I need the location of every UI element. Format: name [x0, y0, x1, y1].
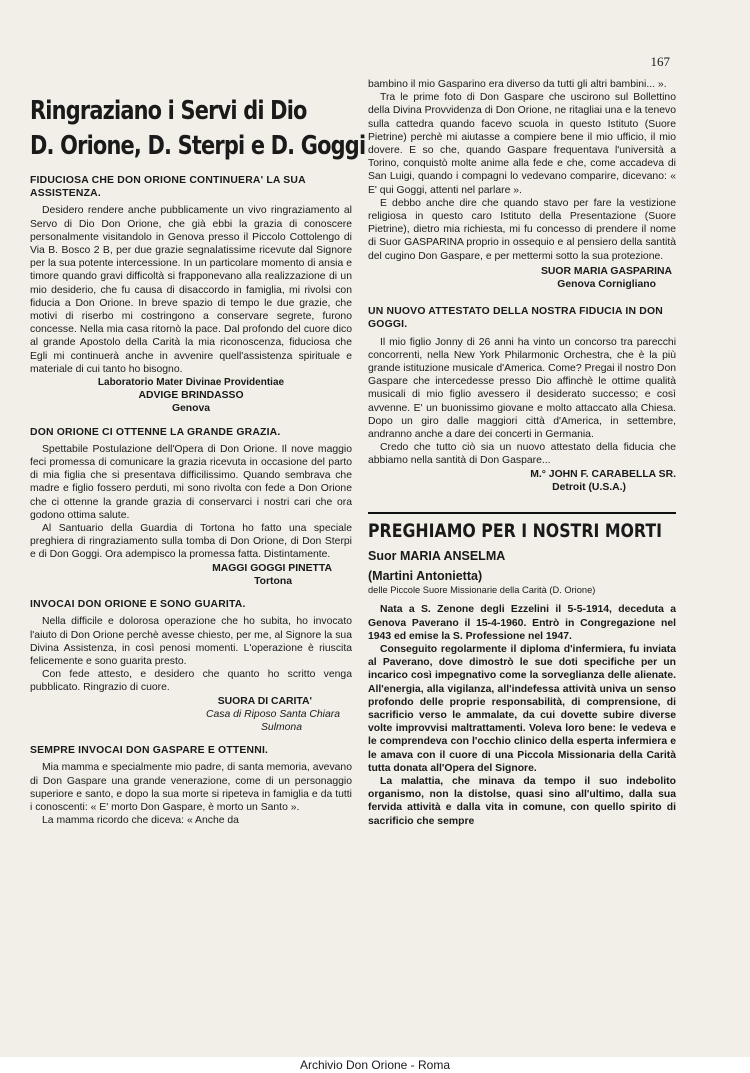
section-heading: FIDUCIOSA CHE DON ORIONE CONTINUERA' LA SUA ASSISTENZA. [30, 175, 306, 200]
paragraph: Nella difficile e dolorosa operazione che ho subita, ho invocato l'aiuto di Don Orione perchè avesse chiesto, per me, al Signore la sua Divina Assistenza, in così penosi momenti. L'operazione è riuscita felicemente e sono guarita presto. [30, 616, 352, 667]
signature-name: ADVIGE BRINDASSO [138, 390, 244, 402]
section-heading: SEMPRE INVOCAI DON GASPARE E OTTENNI. [30, 745, 269, 757]
section-divider [368, 512, 676, 514]
signature-name: M.° JOHN F. CARABELLA SR. [530, 468, 676, 480]
signature-place: Genova Cornigliano [557, 279, 656, 291]
right-column [368, 78, 676, 828]
archive-footer: Archivio Don Orione - Roma [0, 1057, 750, 1073]
title-line-1: Ringraziano i Servi di Dio [30, 96, 307, 126]
paragraph: Desidero rendere anche pubblicamente un vivo ringraziamento al Servo di Dio Don Orione, che già ebbi la grazia di conoscere personalmente visitandolo in Genova presso il Piccolo Cottolengo di Via B. Bosco 2 B, per due grazie segnalatissime ricevute dal Signore per la sua potente intercessione. In un particolare momento di ansia e timore quando gravi difficoltà si frapponevano alla realizzazione di un mio desiderio, che fu causa di disaccordo in famiglia, mi rivolsi con fiducia a Don Orione. In breve spazio di tempo le due grazie, che motivi di riserbo mi costringono a conservare segrete, furono concesse. Nella mia casa ritornò la pace. Dal profondo del cuore dico al grande Apostolo della Carità la mia riconoscenza, fiduciosa che Egli mi continuerà anche in avvenire quell'assistenza spirituale e materiale di cui tanto ho bisogno. [30, 205, 352, 375]
signature-name: MAGGI GOGGI PINETTA [212, 562, 332, 574]
section-heading: DON ORIONE CI OTTENNE LA GRANDE GRAZIA. [30, 426, 281, 438]
signature-place: Casa di Riposo Santa Chiara [206, 708, 340, 720]
section-heading: UN NUOVO ATTESTATO DELLA NOSTRA FIDUCIA IN DON GOGGI. [368, 306, 663, 331]
paragraph: Al Santuario della Guardia di Tortona ho fatto una speciale preghiera di ringraziamento sulla tomba di Don Orione, di Don Sterpi e di Don Goggi. Ora adempisco la promessa fatta. Distintamente. [30, 523, 352, 561]
section-heading: INVOCAI DON ORIONE E SONO GUARITA. [30, 599, 246, 611]
obituary-title: PREGHIAMO PER I NOSTRI MORTI [368, 520, 662, 543]
obituary-name: Suor MARIA ANSELMA [368, 549, 506, 564]
signature-place: Detroit (U.S.A.) [552, 481, 626, 493]
paragraph: Con fede attesto, e desidero che quanto ho scritto venga pubblicato. Ringrazio di cuore. [30, 669, 352, 694]
obituary-congregation: delle Piccole Suore Missionarie della Carità (D. Orione) [368, 585, 596, 596]
title-line-2: D. Orione, D. Sterpi e D. Goggi [30, 131, 366, 161]
paragraph: bambino il mio Gasparino era diverso da tutti gli altri bambini... ». [368, 79, 667, 90]
paragraph: Credo che tutto ciò sia un nuovo attestato della fiducia che abbiamo nella santità di Don Gaspare... [368, 442, 676, 467]
paragraph: Mia mamma e specialmente mio padre, di santa memoria, avevano di Don Gaspare una grande venerazione, come di un personaggio superiore e santo, e dopo la sua morte si ripeteva in famiglia e da tutti i conoscenti: « E' morto Don Gaspare, è morto un Santo ». [30, 762, 352, 813]
page-number: 167 [650, 54, 670, 69]
paragraph: Tra le prime foto di Don Gaspare che uscirono sul Bollettino della Divina Provvidenza di Don Orione, ne ritagliai una e la tenevo sulla cattedra quando facevo scuola in questo Istituto (Suore Pietrine) perchè mi aiutasse a compiere bene il mio ufficio, il mio dovere. E so che, quando Gaspare frequentava l'università a Torino, conquistò molte anime alla fede e che, come accadeva di San Luigi, quando i compagni lo vedevano comparire, dicevano: « E' qui Goggi, attenti nel parlare ». [368, 92, 676, 196]
signature-place: Genova [171, 403, 211, 415]
article-title [30, 94, 366, 164]
paragraph: La malattia, che minava da tempo il suo indebolito organismo, non la distolse, quasi sino all'ultimo, dalla sua fervida attività e dalla vita in comune, con quello spirito di sacrificio che sempre [368, 775, 676, 827]
paragraph: E debbo anche dire che quando stavo per fare la vestizione religiosa in questo caro Istituto della Presentazione (Suore Pietrine), dietro mia richiesta, mi fu concesso di prendere il nome di Suor GASPARINA proprio in ossequio e al pensiero della santità del cugino Don Gaspare, e per mettermi sotto la sua protezione. [368, 197, 676, 262]
paragraph: La mamma ricordo che diceva: « Anche da [42, 815, 239, 827]
paragraph: Nata a S. Zenone degli Ezzelini il 5-5-1914, deceduta a Genova Paverano il 15-4-1960. Entrò in Congregazione nel 1943 ed emise la S. Professione nel 1947. [368, 604, 676, 642]
signature-name: SUORA DI CARITA' [217, 695, 312, 707]
signature-city: Sulmona [260, 721, 302, 733]
signature-name: SUOR MARIA GASPARINA [540, 265, 672, 277]
signature-place: Tortona [254, 575, 292, 587]
left-column [30, 94, 366, 827]
paragraph: Il mio figlio Jonny di 26 anni ha vinto un concorso tra parecchi concorrenti, nella New York Philarmonic Orchestra, che è la più grande istituzione musicale d'America. Come? Pregai il nostro Don Gaspare che intercedesse presso Dio affinchè le ottime qualità musicali di mio figlio avessero il desiderato successo; e così avvenne. E' un buonissimo giovane e molto attaccato alla Chiesa. Dopo un giro dalle maggiori città d'America, in settembre, andranno anche a dare dei concerti in Germania. [368, 336, 676, 441]
obituary-birth-name: (Martini Antonietta) [368, 569, 483, 584]
signature-line: Laboratorio Mater Divinae Providentiae [97, 377, 285, 389]
paragraph: Spettabile Postulazione dell'Opera di Don Orione. Il nove maggio feci promessa di comunicare la grazia ricevuta in occasione del parto di mia figlia che si presentava difficilissimo. Quando sembrava che madre e figlio fossero perduti, mi sono rivolta con fede a Don Orione che ci ottenne la grande grazia di conservarci i nostri cari che ora godono ottima salute. [30, 443, 352, 521]
paragraph: Conseguito regolarmente il diploma d'infermiera, fu inviata al Paverano, dove dimostrò le sue doti specifiche per un incarico così impegnativo come la sorveglianza delle alienate. All'energia, alla vigilanza, all'indefessa attività univa un senso profondo delle proprie responsabilità, di comprensione, di sacrificio verso le ammalate, da cui dovette subire diverse volte improvvisi maltrattamenti. Voleva loro bene: le vedeva e le comprendeva con l'occhio clinico della esperta infermiera e le amava con il cuore di una Piccola Missionaria della Carità tutta donata all'Opera del Signore. [368, 643, 676, 774]
